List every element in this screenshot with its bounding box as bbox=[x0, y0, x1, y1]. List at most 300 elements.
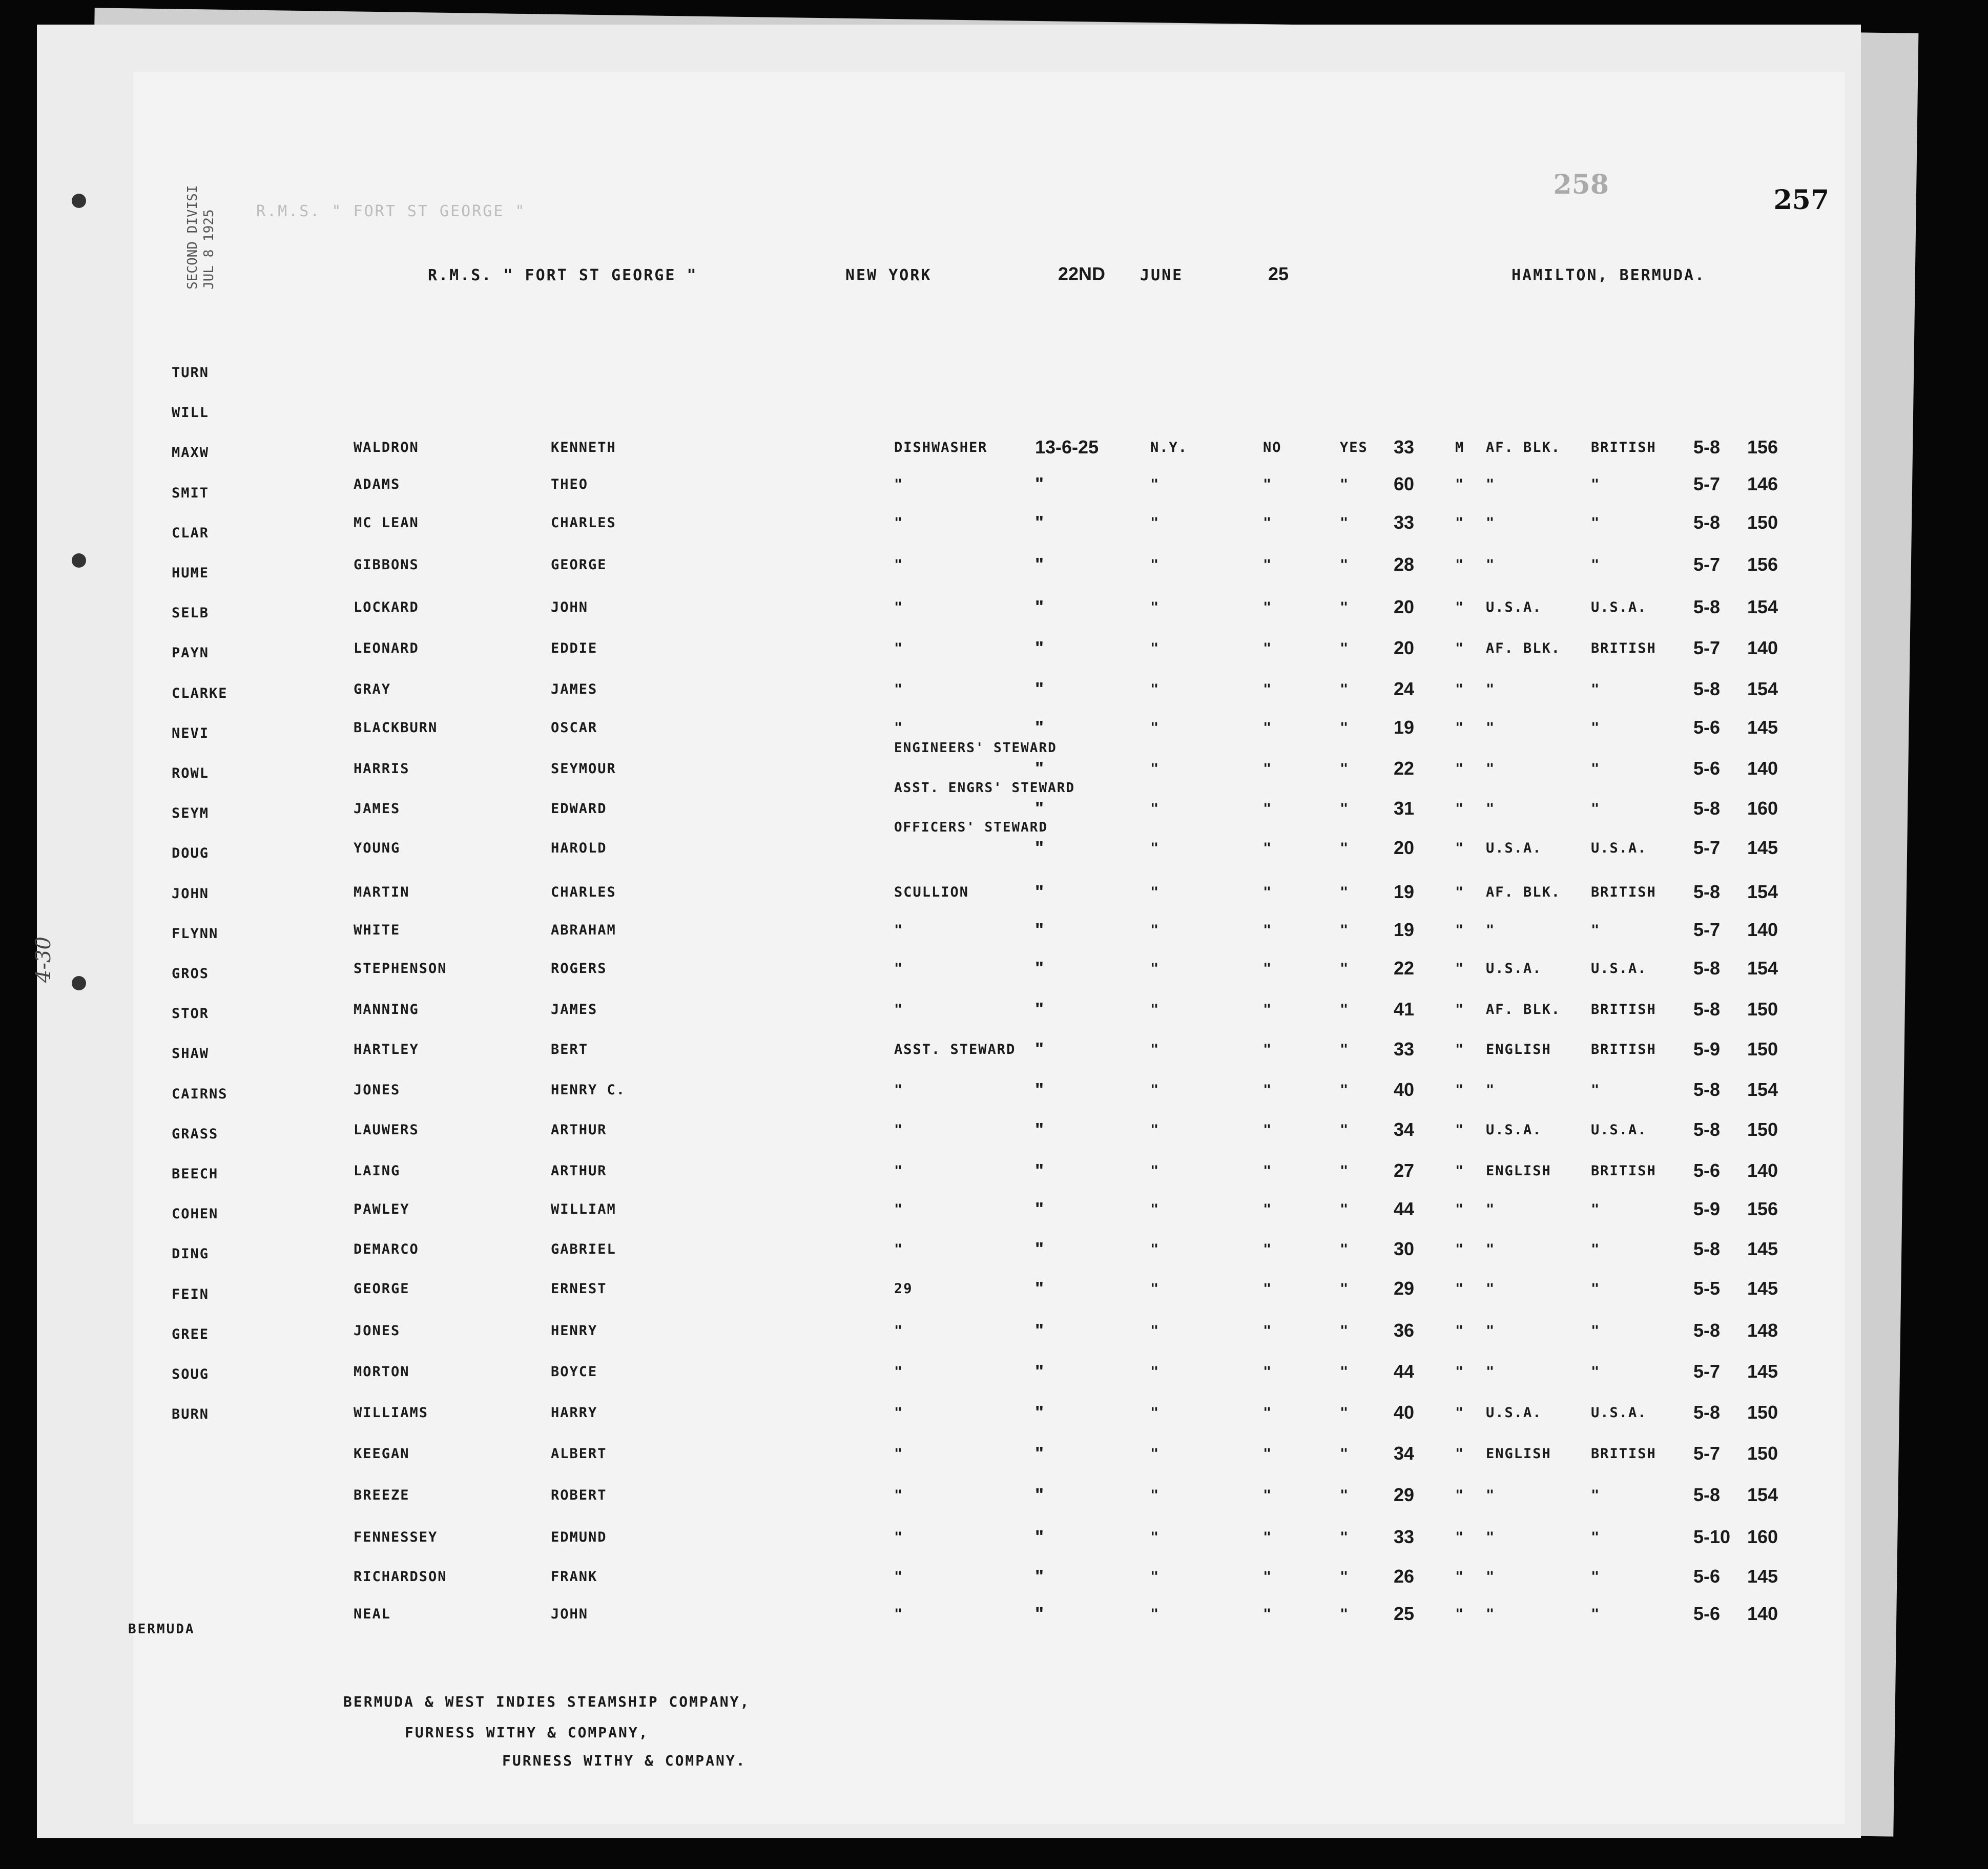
crew-row bbox=[0, 1526, 1988, 1560]
crew-race: U.S.A. bbox=[1486, 1122, 1542, 1138]
crew-age: 26 bbox=[1394, 1566, 1415, 1587]
column-yes: " bbox=[1340, 599, 1350, 615]
engagement-date: " bbox=[1035, 512, 1044, 533]
crew-weight: 156 bbox=[1747, 554, 1778, 575]
crew-age: 44 bbox=[1394, 1198, 1415, 1219]
crew-weight: 140 bbox=[1747, 758, 1778, 779]
engagement-place: " bbox=[1150, 1002, 1160, 1017]
engagement-date: " bbox=[1035, 919, 1044, 940]
crew-race: " bbox=[1486, 1606, 1496, 1622]
crew-height: 5-8 bbox=[1693, 1119, 1721, 1140]
underlying-name: SOUG bbox=[172, 1366, 210, 1382]
crew-row bbox=[0, 881, 1988, 915]
crew-sex: " bbox=[1455, 599, 1465, 615]
crew-weight: 150 bbox=[1747, 512, 1778, 533]
crew-age: 40 bbox=[1394, 1079, 1415, 1100]
crew-weight: 140 bbox=[1747, 637, 1778, 658]
column-yes: " bbox=[1340, 801, 1350, 817]
crew-capacity: " bbox=[894, 1082, 904, 1098]
column-no: " bbox=[1263, 1606, 1273, 1622]
crew-nationality: " bbox=[1591, 1201, 1601, 1217]
crew-height: 5-7 bbox=[1693, 637, 1721, 658]
stamp-line: SECOND DIVISI bbox=[185, 185, 200, 289]
crew-row bbox=[0, 1320, 1988, 1354]
column-yes: " bbox=[1340, 1201, 1350, 1217]
crew-surname: LEONARD bbox=[354, 640, 419, 656]
column-yes: " bbox=[1340, 720, 1350, 736]
crew-nationality: " bbox=[1591, 720, 1601, 736]
column-yes: " bbox=[1340, 640, 1350, 656]
crew-weight: 145 bbox=[1747, 1238, 1778, 1259]
crew-height: 5-8 bbox=[1693, 678, 1721, 699]
crew-row bbox=[0, 1238, 1988, 1272]
crew-sex: " bbox=[1455, 1323, 1465, 1339]
engagement-date: " bbox=[1035, 1361, 1044, 1382]
crew-weight: 150 bbox=[1747, 1402, 1778, 1423]
crew-race: " bbox=[1486, 1364, 1496, 1380]
crew-weight: 150 bbox=[1747, 1119, 1778, 1140]
crew-capacity: " bbox=[894, 1002, 904, 1017]
crew-capacity: SCULLION bbox=[894, 884, 969, 900]
faint-bleedthrough-header: R.M.S. " FORT ST GEORGE " bbox=[256, 202, 526, 220]
column-no: " bbox=[1263, 1163, 1273, 1179]
crew-row bbox=[0, 1603, 1988, 1637]
engagement-date: " bbox=[1035, 1566, 1044, 1587]
engagement-place: " bbox=[1150, 1082, 1160, 1098]
crew-weight: 145 bbox=[1747, 837, 1778, 858]
engagement-place: " bbox=[1150, 1529, 1160, 1545]
crew-sex: " bbox=[1455, 884, 1465, 900]
crew-sex: " bbox=[1455, 961, 1465, 977]
crew-race: " bbox=[1486, 761, 1496, 777]
crew-race: " bbox=[1486, 1529, 1496, 1545]
footer-line-3: FURNESS WITHY & COMPANY. bbox=[502, 1752, 747, 1769]
crew-sex: " bbox=[1455, 1364, 1465, 1380]
column-yes: " bbox=[1340, 1487, 1350, 1503]
manifest-header bbox=[0, 263, 1988, 297]
crew-weight: 148 bbox=[1747, 1320, 1778, 1341]
crew-given-name: HENRY bbox=[551, 1323, 598, 1339]
crew-row bbox=[0, 637, 1988, 671]
engagement-date: " bbox=[1035, 758, 1044, 779]
crew-row bbox=[0, 820, 1988, 871]
column-no: " bbox=[1263, 1241, 1273, 1257]
engagement-date: " bbox=[1035, 596, 1044, 617]
column-no: " bbox=[1263, 1569, 1273, 1585]
crew-weight: 156 bbox=[1747, 437, 1778, 458]
crew-height: 5-6 bbox=[1693, 1603, 1721, 1624]
crew-height: 5-8 bbox=[1693, 1320, 1721, 1341]
crew-weight: 145 bbox=[1747, 717, 1778, 738]
crew-race: U.S.A. bbox=[1486, 1405, 1542, 1421]
crew-row bbox=[0, 1198, 1988, 1232]
engagement-place: N.Y. bbox=[1150, 440, 1188, 455]
crew-race: " bbox=[1486, 1323, 1496, 1339]
crew-given-name: HAROLD bbox=[551, 840, 607, 856]
crew-weight: 154 bbox=[1747, 1484, 1778, 1505]
crew-height: 5-5 bbox=[1693, 1278, 1721, 1299]
page-number: 257 bbox=[1773, 184, 1829, 216]
column-yes: " bbox=[1340, 922, 1350, 938]
crew-capacity: " bbox=[894, 1323, 904, 1339]
crew-surname: WHITE bbox=[354, 922, 401, 938]
crew-surname: YOUNG bbox=[354, 840, 401, 856]
crew-nationality: BRITISH bbox=[1591, 1163, 1656, 1179]
column-no: " bbox=[1263, 557, 1273, 573]
crew-capacity: 29 bbox=[894, 1281, 913, 1297]
crew-row bbox=[0, 1039, 1988, 1072]
crew-surname: FENNESSEY bbox=[354, 1529, 438, 1545]
crew-sex: " bbox=[1455, 1002, 1465, 1017]
crew-weight: 150 bbox=[1747, 1443, 1778, 1464]
column-no: " bbox=[1263, 476, 1273, 492]
crew-sex: " bbox=[1455, 1082, 1465, 1098]
crew-surname: WALDRON bbox=[354, 440, 419, 455]
crew-given-name: HENRY C. bbox=[551, 1082, 626, 1098]
crew-age: 33 bbox=[1394, 1526, 1415, 1547]
column-no: " bbox=[1263, 761, 1273, 777]
crew-height: 5-8 bbox=[1693, 958, 1721, 979]
crew-given-name: BOYCE bbox=[551, 1364, 598, 1380]
crew-age: 44 bbox=[1394, 1361, 1415, 1382]
engagement-date: " bbox=[1035, 1039, 1044, 1060]
crew-given-name: SEYMOUR bbox=[551, 761, 616, 777]
crew-sex: " bbox=[1455, 922, 1465, 938]
column-no: " bbox=[1263, 1201, 1273, 1217]
crew-surname: NEAL bbox=[354, 1606, 391, 1622]
crew-race: AF. BLK. bbox=[1486, 884, 1561, 900]
crew-age: 41 bbox=[1394, 999, 1415, 1020]
column-yes: " bbox=[1340, 1529, 1350, 1545]
crew-surname: GIBBONS bbox=[354, 557, 419, 573]
underlying-name: TURN bbox=[172, 365, 210, 381]
crew-nationality: U.S.A. bbox=[1591, 961, 1647, 977]
engagement-place: " bbox=[1150, 720, 1160, 736]
crew-row bbox=[0, 512, 1988, 546]
crew-given-name: ABRAHAM bbox=[551, 922, 616, 938]
crew-sex: " bbox=[1455, 1529, 1465, 1545]
engagement-date: " bbox=[1035, 1238, 1044, 1259]
underlying-name: SHAW bbox=[172, 1046, 210, 1062]
engagement-place: " bbox=[1150, 1323, 1160, 1339]
column-yes: " bbox=[1340, 557, 1350, 573]
underlying-name: CLARKE bbox=[172, 685, 228, 701]
crew-height: 5-6 bbox=[1693, 758, 1721, 779]
engagement-place: " bbox=[1150, 922, 1160, 938]
punch-hole bbox=[72, 194, 86, 208]
crew-given-name: ERNEST bbox=[551, 1281, 607, 1297]
crew-sex: " bbox=[1455, 1163, 1465, 1179]
underlying-name: SEYM bbox=[172, 805, 210, 822]
crew-row bbox=[0, 1484, 1988, 1518]
crew-race: " bbox=[1486, 801, 1496, 817]
column-yes: " bbox=[1340, 1606, 1350, 1622]
crew-height: 5-6 bbox=[1693, 717, 1721, 738]
crew-sex: " bbox=[1455, 640, 1465, 656]
crew-nationality: BRITISH bbox=[1591, 1446, 1656, 1462]
crew-capacity: " bbox=[894, 681, 904, 697]
column-no: " bbox=[1263, 1487, 1273, 1503]
column-yes: " bbox=[1340, 1122, 1350, 1138]
crew-capacity: " bbox=[894, 1364, 904, 1380]
footer-line-2: FURNESS WITHY & COMPANY, bbox=[405, 1724, 649, 1741]
crew-weight: 154 bbox=[1747, 958, 1778, 979]
crew-nationality: BRITISH bbox=[1591, 640, 1656, 656]
crew-capacity: OFFICERS' STEWARD bbox=[894, 820, 1048, 835]
crew-age: 28 bbox=[1394, 554, 1415, 575]
crew-capacity: " bbox=[894, 1241, 904, 1257]
engagement-place: " bbox=[1150, 840, 1160, 856]
crew-race: " bbox=[1486, 1487, 1496, 1503]
engagement-date: " bbox=[1035, 1526, 1044, 1547]
crew-given-name: EDWARD bbox=[551, 801, 607, 817]
crew-age: 19 bbox=[1394, 919, 1415, 940]
crew-given-name: JAMES bbox=[551, 1002, 598, 1017]
crew-race: ENGLISH bbox=[1486, 1042, 1551, 1057]
crew-surname: HARRIS bbox=[354, 761, 410, 777]
crew-row bbox=[0, 1278, 1988, 1312]
crew-race: " bbox=[1486, 1241, 1496, 1257]
crew-nationality: U.S.A. bbox=[1591, 1405, 1647, 1421]
engagement-place: " bbox=[1150, 681, 1160, 697]
column-no: " bbox=[1263, 515, 1273, 531]
crew-sex: " bbox=[1455, 1201, 1465, 1217]
crew-height: 5-6 bbox=[1693, 1566, 1721, 1587]
column-no: " bbox=[1263, 884, 1273, 900]
crew-nationality: " bbox=[1591, 1529, 1601, 1545]
crew-sex: " bbox=[1455, 681, 1465, 697]
crew-nationality: U.S.A. bbox=[1591, 1122, 1647, 1138]
crew-weight: 154 bbox=[1747, 881, 1778, 902]
crew-height: 5-8 bbox=[1693, 596, 1721, 617]
departure-port: NEW YORK bbox=[845, 266, 932, 284]
crew-age: 24 bbox=[1394, 678, 1415, 699]
crew-given-name: ROGERS bbox=[551, 961, 607, 977]
crew-given-name: FRANK bbox=[551, 1569, 598, 1585]
crew-race: " bbox=[1486, 515, 1496, 531]
crew-nationality: BRITISH bbox=[1591, 1042, 1656, 1057]
underlying-name: FLYNN bbox=[172, 925, 219, 942]
crew-nationality: " bbox=[1591, 1281, 1601, 1297]
crew-age: 29 bbox=[1394, 1484, 1415, 1505]
crew-nationality: " bbox=[1591, 1241, 1601, 1257]
crew-height: 5-8 bbox=[1693, 1079, 1721, 1100]
crew-age: 29 bbox=[1394, 1278, 1415, 1299]
engagement-date: " bbox=[1035, 1443, 1044, 1464]
column-yes: " bbox=[1340, 1405, 1350, 1421]
underlying-name: PAYN bbox=[172, 645, 210, 661]
departure-day: 22ND bbox=[1058, 263, 1106, 284]
crew-capacity: " bbox=[894, 515, 904, 531]
crew-age: 27 bbox=[1394, 1160, 1415, 1181]
crew-weight: 150 bbox=[1747, 999, 1778, 1020]
crew-race: " bbox=[1486, 1569, 1496, 1585]
crew-capacity: ASST. ENGRS' STEWARD bbox=[894, 780, 1075, 796]
crew-nationality: " bbox=[1591, 1487, 1601, 1503]
column-yes: " bbox=[1340, 1163, 1350, 1179]
underlying-name: GRASS bbox=[172, 1126, 219, 1142]
engagement-date: " bbox=[1035, 717, 1044, 738]
crew-nationality: " bbox=[1591, 1569, 1601, 1585]
crew-weight: 140 bbox=[1747, 1160, 1778, 1181]
crew-nationality: " bbox=[1591, 922, 1601, 938]
crew-surname: MARTIN bbox=[354, 884, 410, 900]
crew-age: 40 bbox=[1394, 1402, 1415, 1423]
crew-surname: BREEZE bbox=[354, 1487, 410, 1503]
crew-age: 33 bbox=[1394, 1039, 1415, 1060]
engagement-place: " bbox=[1150, 515, 1160, 531]
underlying-name: GROS bbox=[172, 966, 210, 982]
crew-row bbox=[0, 1361, 1988, 1395]
crew-row bbox=[0, 1119, 1988, 1153]
underlying-name: MAXW bbox=[172, 445, 210, 461]
crew-sex: " bbox=[1455, 1405, 1465, 1421]
crew-sex: " bbox=[1455, 1281, 1465, 1297]
crew-height: 5-7 bbox=[1693, 1443, 1721, 1464]
crew-weight: 145 bbox=[1747, 1278, 1778, 1299]
crew-given-name: CHARLES bbox=[551, 884, 616, 900]
engagement-place: " bbox=[1150, 557, 1160, 573]
crew-height: 5-6 bbox=[1693, 1160, 1721, 1181]
crew-surname: JONES bbox=[354, 1082, 401, 1098]
crew-sex: " bbox=[1455, 476, 1465, 492]
crew-surname: ADAMS bbox=[354, 476, 401, 492]
crew-height: 5-10 bbox=[1693, 1526, 1731, 1547]
crew-sex: " bbox=[1455, 1487, 1465, 1503]
crew-sex: " bbox=[1455, 761, 1465, 777]
destination-port: HAMILTON, BERMUDA. bbox=[1511, 266, 1706, 284]
crew-age: 33 bbox=[1394, 512, 1415, 533]
column-no: " bbox=[1263, 1529, 1273, 1545]
underlying-name: DOUG bbox=[172, 845, 210, 862]
crew-row bbox=[0, 554, 1988, 588]
column-no: " bbox=[1263, 1323, 1273, 1339]
crew-given-name: ALBERT bbox=[551, 1446, 607, 1462]
underlying-name: WILL bbox=[172, 405, 210, 421]
crew-weight: 154 bbox=[1747, 1079, 1778, 1100]
crew-given-name: WILLIAM bbox=[551, 1201, 616, 1217]
engagement-date: " bbox=[1035, 1402, 1044, 1423]
column-yes: " bbox=[1340, 476, 1350, 492]
crew-height: 5-8 bbox=[1693, 437, 1721, 458]
crew-race: AF. BLK. bbox=[1486, 440, 1561, 455]
crew-race: " bbox=[1486, 476, 1496, 492]
crew-capacity: " bbox=[894, 922, 904, 938]
crew-race: AF. BLK. bbox=[1486, 640, 1561, 656]
crew-row bbox=[0, 473, 1988, 507]
crew-given-name: OSCAR bbox=[551, 720, 598, 736]
underlying-name: JOHN bbox=[172, 885, 210, 902]
crew-race: " bbox=[1486, 1201, 1496, 1217]
crew-age: 36 bbox=[1394, 1320, 1415, 1341]
engagement-date: 13-6-25 bbox=[1035, 437, 1099, 458]
column-no: " bbox=[1263, 1446, 1273, 1462]
crew-weight: 154 bbox=[1747, 678, 1778, 699]
crew-capacity: " bbox=[894, 1569, 904, 1585]
column-no: " bbox=[1263, 1122, 1273, 1138]
crew-surname: GRAY bbox=[354, 681, 391, 697]
crew-sex: " bbox=[1455, 840, 1465, 856]
crew-given-name: ROBERT bbox=[551, 1487, 607, 1503]
underlying-name: STOR bbox=[172, 1006, 210, 1022]
crew-height: 5-8 bbox=[1693, 512, 1721, 533]
crew-sex: " bbox=[1455, 720, 1465, 736]
crew-surname: DEMARCO bbox=[354, 1241, 419, 1257]
crew-row bbox=[0, 919, 1988, 953]
column-no: " bbox=[1263, 961, 1273, 977]
crew-capacity: " bbox=[894, 557, 904, 573]
crew-age: 25 bbox=[1394, 1603, 1415, 1624]
column-yes: " bbox=[1340, 1281, 1350, 1297]
engagement-place: " bbox=[1150, 1042, 1160, 1057]
crew-height: 5-8 bbox=[1693, 881, 1721, 902]
engagement-date: " bbox=[1035, 1119, 1044, 1140]
crew-age: 22 bbox=[1394, 958, 1415, 979]
column-no: " bbox=[1263, 599, 1273, 615]
crew-weight: 160 bbox=[1747, 798, 1778, 819]
crew-surname: GEORGE bbox=[354, 1281, 410, 1297]
crew-capacity: " bbox=[894, 1606, 904, 1622]
crew-row bbox=[0, 1402, 1988, 1436]
departure-year: 25 bbox=[1268, 263, 1289, 284]
crew-height: 5-7 bbox=[1693, 1361, 1721, 1382]
crew-given-name: EDMUND bbox=[551, 1529, 607, 1545]
crew-row bbox=[0, 437, 1988, 470]
crew-given-name: THEO bbox=[551, 476, 589, 492]
crew-race: U.S.A. bbox=[1486, 840, 1542, 856]
engagement-place: " bbox=[1150, 599, 1160, 615]
underlying-name: FEIN bbox=[172, 1286, 210, 1302]
underlying-name: HUME bbox=[172, 565, 210, 581]
crew-height: 5-8 bbox=[1693, 999, 1721, 1020]
crew-sex: " bbox=[1455, 1241, 1465, 1257]
column-yes: " bbox=[1340, 1446, 1350, 1462]
crew-row bbox=[0, 596, 1988, 630]
crew-sex: " bbox=[1455, 1606, 1465, 1622]
crew-weight: 140 bbox=[1747, 919, 1778, 940]
crew-surname: MC LEAN bbox=[354, 515, 419, 531]
column-yes: " bbox=[1340, 1364, 1350, 1380]
underlying-name: BEECH bbox=[172, 1166, 219, 1182]
crew-weight: 160 bbox=[1747, 1526, 1778, 1547]
column-yes: " bbox=[1340, 884, 1350, 900]
crew-nationality: " bbox=[1591, 1364, 1601, 1380]
crew-row bbox=[0, 1566, 1988, 1600]
engagement-place: " bbox=[1150, 1405, 1160, 1421]
engagement-date: " bbox=[1035, 881, 1044, 902]
crew-given-name: EDDIE bbox=[551, 640, 598, 656]
crew-weight: 156 bbox=[1747, 1198, 1778, 1219]
engagement-date: " bbox=[1035, 678, 1044, 699]
crew-race: " bbox=[1486, 681, 1496, 697]
column-yes: " bbox=[1340, 761, 1350, 777]
engagement-place: " bbox=[1150, 1364, 1160, 1380]
engagement-place: " bbox=[1150, 1569, 1160, 1585]
underlying-name: BURN bbox=[172, 1406, 210, 1423]
engagement-date: " bbox=[1035, 1484, 1044, 1505]
crew-height: 5-9 bbox=[1693, 1198, 1721, 1219]
crew-race: " bbox=[1486, 720, 1496, 736]
departure-month: JUNE bbox=[1140, 266, 1184, 284]
crew-capacity: " bbox=[894, 1405, 904, 1421]
column-yes: " bbox=[1340, 840, 1350, 856]
underlying-name: GREE bbox=[172, 1326, 210, 1342]
crew-capacity: " bbox=[894, 1201, 904, 1217]
crew-surname: LOCKARD bbox=[354, 599, 419, 615]
engagement-date: " bbox=[1035, 999, 1044, 1020]
crew-weight: 146 bbox=[1747, 473, 1778, 494]
crew-given-name: BERT bbox=[551, 1042, 589, 1057]
